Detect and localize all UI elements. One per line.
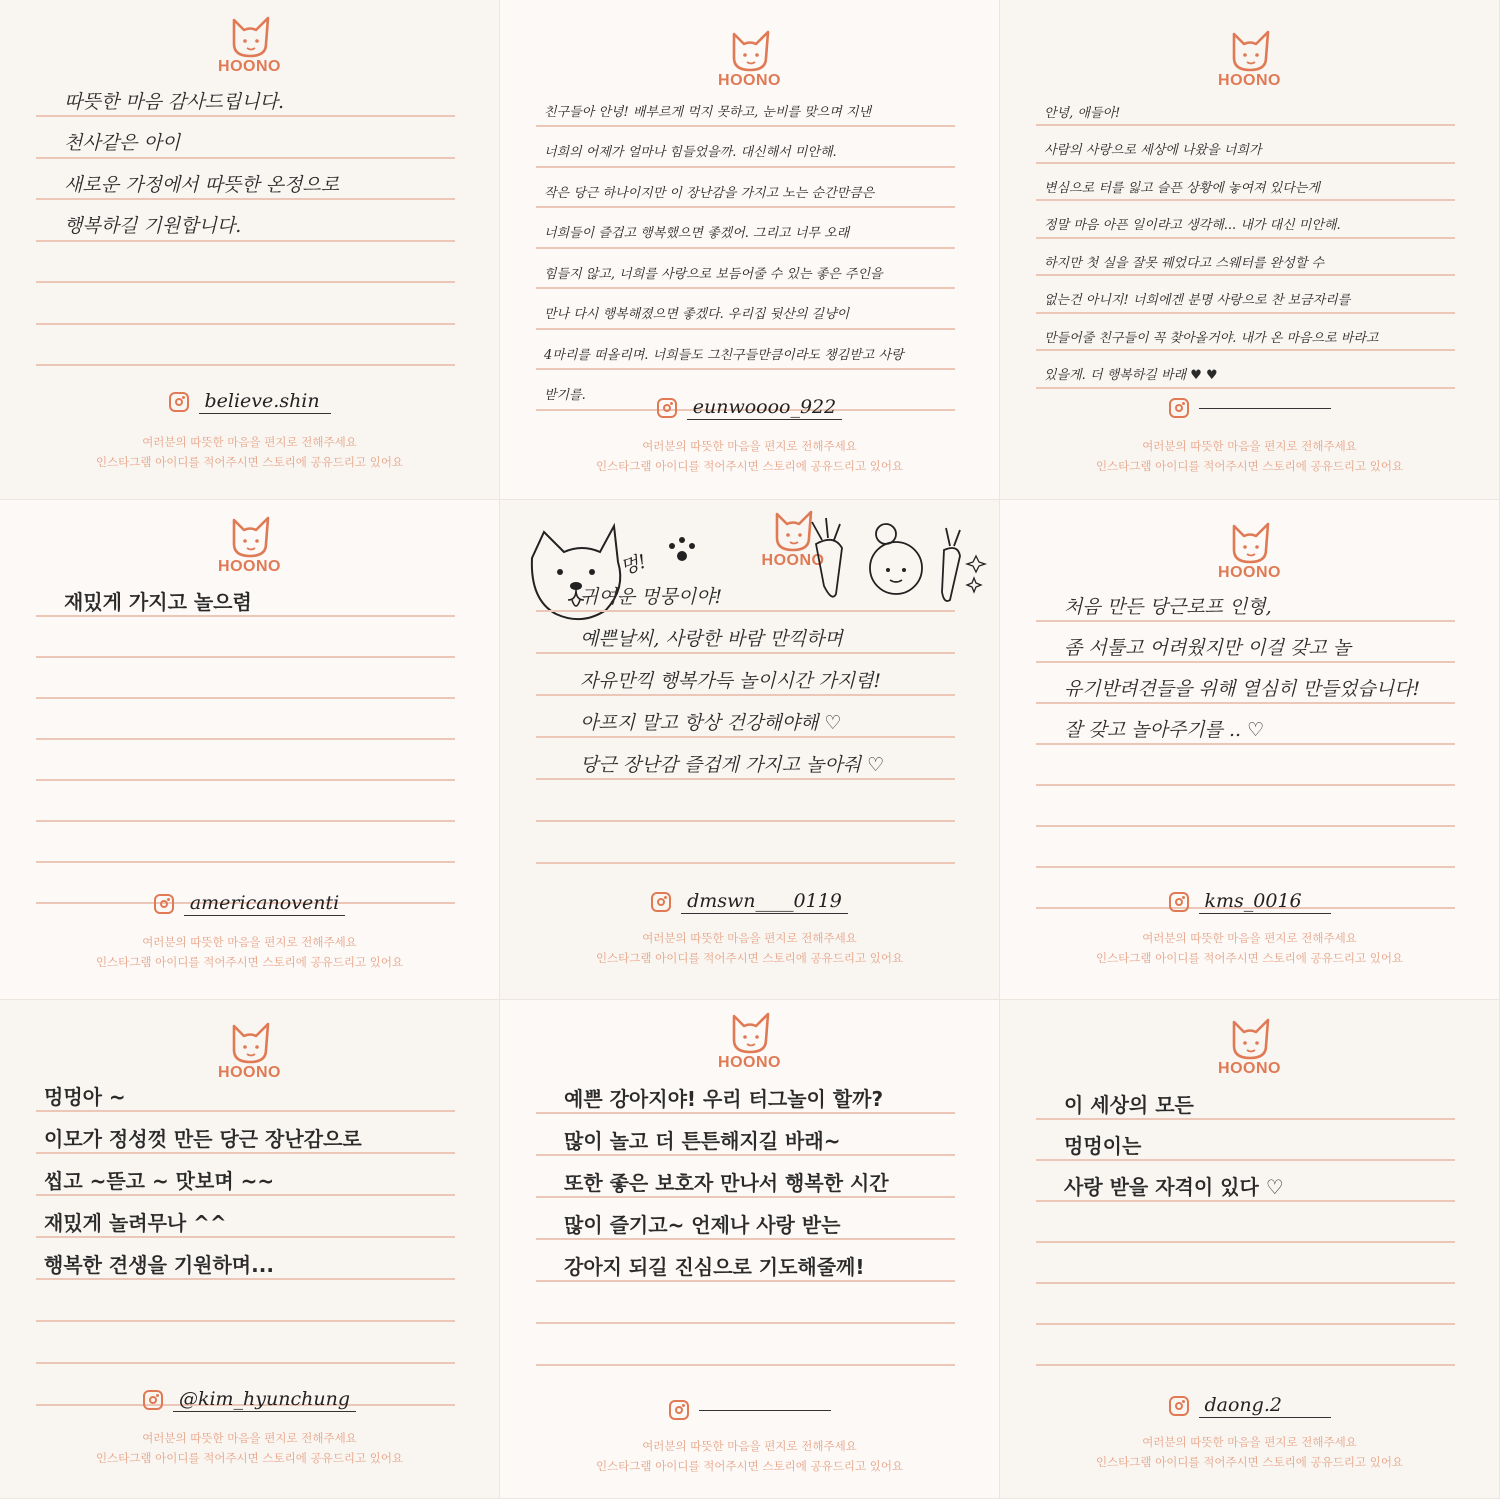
- card-footer: [500, 928, 999, 968]
- brand-name: HOONO: [718, 72, 781, 89]
- message-line: 작은 당근 하나이지만 이 장난감을 가지고 노는 순간만큼은: [544, 185, 875, 201]
- ruled-line: [36, 738, 455, 740]
- ruled-line: [536, 862, 955, 864]
- message-line: 강아지 되길 진심으로 기도해줄께!: [564, 1255, 865, 1279]
- footer-line-1: 여러분의 따뜻한 마음을 편지로 전해주세요: [142, 1431, 357, 1445]
- ruled-line: [536, 1322, 955, 1324]
- message-line: 유기반려견들을 위해 열심히 만들었습니다!: [1064, 678, 1421, 700]
- brand-logo: [705, 1010, 795, 1072]
- message-line: 많이 놀고 더 튼튼해지길 바래~: [564, 1129, 841, 1153]
- ruled-line: [1036, 784, 1455, 786]
- ruled-line: [36, 861, 455, 863]
- brand-logo: [205, 14, 295, 76]
- instagram-handle-row: [500, 1400, 999, 1420]
- message-line: 귀여운 멍뭉이야!: [580, 586, 723, 608]
- footer-line-1: 여러분의 따뜻한 마음을 편지로 전해주세요: [142, 435, 357, 449]
- brand-logo: [705, 28, 795, 90]
- message-line: 친구들아 안녕! 배부르게 먹지 못하고, 눈비를 맞으며 지낸: [544, 104, 872, 120]
- ruled-line: [36, 1320, 455, 1322]
- message-line: 이 세상의 모든: [1064, 1093, 1194, 1117]
- brand-name: HOONO: [218, 558, 281, 575]
- message-line: 변심으로 터를 잃고 슬픈 상황에 놓여져 있다는게: [1044, 180, 1320, 196]
- handwritten-message: [64, 580, 455, 621]
- footer-line-2: 인스타그램 아이디를 적어주시면 스토리에 공유드리고 있어요: [1095, 1455, 1404, 1469]
- brand-name: HOONO: [218, 58, 281, 75]
- cat-logo-icon: [1226, 520, 1274, 566]
- handwritten-message: [564, 1076, 955, 1286]
- footer-line-1: 여러분의 따뜻한 마음을 편지로 전해주세요: [642, 439, 857, 453]
- message-line: 따뜻한 마음 감사드립니다.: [64, 90, 285, 113]
- instagram-handle: @kim_hyunchung: [173, 1388, 356, 1412]
- instagram-handle: daong.2: [1199, 1394, 1331, 1418]
- instagram-handle-row: [0, 390, 499, 414]
- instagram-handle-row: [1000, 398, 1499, 418]
- ruled-line: [536, 820, 955, 822]
- ruled-line: [1036, 825, 1455, 827]
- footer-line-1: 여러분의 따뜻한 마음을 편지로 전해주세요: [642, 1439, 857, 1453]
- ruled-line: [36, 281, 455, 283]
- ruled-line: [1036, 866, 1455, 868]
- message-line: 당근 장난감 즐겁게 가지고 놀아줘 ♡: [580, 754, 885, 776]
- ruled-line: [36, 656, 455, 658]
- ruled-line: [1036, 1323, 1455, 1325]
- card-footer: [0, 432, 499, 472]
- footer-line-2: 인스타그램 아이디를 적어주시면 스토리에 공유드리고 있어요: [595, 951, 904, 965]
- footer-line-2: 인스타그램 아이디를 적어주시면 스토리에 공유드리고 있어요: [595, 1459, 904, 1473]
- message-line: 새로운 가정에서 따뜻한 온정으로: [64, 173, 340, 196]
- message-line: 이모가 정성껏 만든 당근 장난감으로: [44, 1127, 362, 1151]
- instagram-icon: [154, 894, 174, 914]
- handwritten-message: [44, 1074, 455, 1284]
- message-line: 행복한 견생을 기원하며...: [44, 1253, 274, 1277]
- footer-line-1: 여러분의 따뜻한 마음을 편지로 전해주세요: [1142, 439, 1357, 453]
- instagram-handle: [1199, 407, 1331, 409]
- card-footer: [500, 1436, 999, 1476]
- footer-line-2: 인스타그램 아이디를 적어주시면 스토리에 공유드리고 있어요: [95, 1451, 404, 1465]
- handwritten-message: [544, 91, 955, 415]
- footer-line-2: 인스타그램 아이디를 적어주시면 스토리에 공유드리고 있어요: [95, 955, 404, 969]
- ruled-line: [36, 323, 455, 325]
- instagram-icon: [1169, 892, 1189, 912]
- letter-card-7: [0, 1000, 500, 1499]
- message-line: 사랑 받을 자격이 있다 ♡: [1064, 1175, 1284, 1199]
- card-footer: [0, 932, 499, 972]
- footer-line-1: 여러분의 따뜻한 마음을 편지로 전해주세요: [1142, 931, 1357, 945]
- letter-card-1: [0, 0, 500, 500]
- cat-logo-icon: [726, 28, 774, 74]
- footer-line-2: 인스타그램 아이디를 적어주시면 스토리에 공유드리고 있어요: [1095, 951, 1404, 965]
- cat-logo-icon: [1226, 1016, 1274, 1062]
- message-line: 안녕, 애들아!: [1044, 105, 1121, 121]
- brand-logo: [1205, 520, 1295, 582]
- message-line: 사람의 사랑으로 세상에 나왔을 너희가: [1044, 143, 1262, 158]
- instagram-icon: [1169, 398, 1189, 418]
- brand-logo: [1205, 28, 1295, 90]
- letter-card-9: [1000, 1000, 1500, 1499]
- instagram-handle-row: [0, 892, 499, 916]
- ruled-line: [36, 364, 455, 366]
- footer-line-2: 인스타그램 아이디를 적어주시면 스토리에 공유드리고 있어요: [595, 459, 904, 473]
- brand-name: HOONO: [1218, 564, 1281, 581]
- instagram-handle: [699, 1409, 831, 1411]
- footer-line-2: 인스타그램 아이디를 적어주시면 스토리에 공유드리고 있어요: [1095, 459, 1404, 473]
- message-line: 멍멍아 ~: [44, 1085, 126, 1109]
- message-line: 예쁜날씨, 사랑한 바람 만끽하며: [580, 628, 843, 650]
- letter-card-4: [0, 500, 500, 1000]
- instagram-handle-row: [1000, 1394, 1499, 1418]
- instagram-handle-row: [0, 1388, 499, 1412]
- message-line: 많이 즐기고~ 언제나 사랑 받는: [564, 1213, 841, 1237]
- message-line: 너희의 어제가 얼마나 힘들었을까. 대신해서 미안해.: [544, 145, 837, 160]
- ruled-line: [1036, 1364, 1455, 1366]
- footer-line-1: 여러분의 따뜻한 마음을 편지로 전해주세요: [1142, 1435, 1357, 1449]
- instagram-icon: [143, 1390, 163, 1410]
- cat-logo-icon: [226, 14, 274, 60]
- message-line: 예쁜 강아지야! 우리 터그놀이 할까?: [564, 1087, 884, 1111]
- card-footer: [1000, 1432, 1499, 1472]
- instagram-icon: [669, 1400, 689, 1420]
- handwritten-message: [1064, 1083, 1455, 1206]
- ruled-line: [536, 1364, 955, 1366]
- brand-name: HOONO: [718, 1054, 781, 1071]
- letter-card-2: [500, 0, 1000, 500]
- brand-logo: [205, 514, 295, 576]
- letter-card-8: [500, 1000, 1000, 1499]
- message-line: 있을게. 더 행복하길 바래 ♥ ♥: [1044, 368, 1218, 383]
- instagram-handle-row: [500, 890, 999, 914]
- card-footer: [500, 436, 999, 476]
- footer-line-1: 여러분의 따뜻한 마음을 편지로 전해주세요: [642, 931, 857, 945]
- cat-logo-icon: [226, 514, 274, 560]
- message-line: 멍멍이는: [1064, 1134, 1142, 1158]
- cat-logo-icon: [726, 1010, 774, 1056]
- message-line: 만들어줄 친구들이 꼭 찾아올거야. 내가 온 마음으로 바라고: [1044, 330, 1379, 346]
- instagram-handle: dmswn____0119: [681, 890, 848, 914]
- message-line: 처음 만든 당근로프 인형,: [1064, 596, 1272, 618]
- message-line: 하지만 첫 실을 잘못 꿰었다고 스웨터를 완성할 수: [1044, 255, 1325, 271]
- instagram-icon: [651, 892, 671, 912]
- message-line: 아프지 말고 항상 건강해야해 ♡: [580, 712, 842, 734]
- message-line: 힘들지 않고, 너희를 사랑으로 보듬어줄 수 있는 좋은 주인을: [544, 266, 883, 282]
- instagram-handle-row: [500, 396, 999, 420]
- message-line: 받기를.: [544, 388, 586, 403]
- letter-card-5: [500, 500, 1000, 1000]
- letter-card-6: [1000, 500, 1500, 1000]
- cat-logo-icon: [1226, 28, 1274, 74]
- brand-name: HOONO: [218, 1064, 281, 1081]
- message-line: 좀 서툴고 어려웠지만 이걸 갖고 놀: [1064, 637, 1352, 659]
- handwritten-message: [1044, 93, 1455, 393]
- instagram-handle: eunwoooo_922: [687, 396, 843, 420]
- instagram-handle: americanoventi: [184, 892, 345, 916]
- message-line: 행복하길 기원합니다.: [64, 215, 242, 237]
- message-line: 재밌게 놀려무나 ^^: [44, 1211, 227, 1235]
- ruled-line: [36, 697, 455, 699]
- brand-name: HOONO: [761, 552, 825, 569]
- message-line: 만나 다시 행복해졌으면 좋겠다. 우리집 뒷산의 길냥이: [544, 307, 850, 322]
- message-line: 없는건 아니지! 너희에겐 분명 사랑으로 찬 보금자리를: [1044, 293, 1351, 308]
- message-line: 4마리를 떠올리며. 너희들도 그친구들만큼이라도 챙김받고 사랑: [544, 347, 904, 363]
- footer-line-2: 인스타그램 아이디를 적어주시면 스토리에 공유드리고 있어요: [95, 455, 404, 469]
- ruled-line: [1036, 1282, 1455, 1284]
- ruled-line: [36, 779, 455, 781]
- message-line: 천사같은 아이: [64, 132, 181, 154]
- brand-logo: [205, 1020, 295, 1082]
- handwritten-message: [580, 574, 955, 784]
- bark-text: 멍!: [617, 550, 650, 580]
- message-line: 정말 마음 아픈 일이라고 생각해... 내가 대신 미안해.: [1044, 218, 1341, 233]
- letter-card-3: [1000, 0, 1500, 500]
- message-line: 자유만끽 행복가득 놀이시간 가지렴!: [580, 670, 882, 692]
- brand-name: HOONO: [1218, 72, 1281, 89]
- instagram-icon: [657, 398, 677, 418]
- message-line: 너희들이 즐겁고 행복했으면 좋겠어. 그리고 너무 오래: [544, 226, 850, 241]
- ruled-line: [36, 820, 455, 822]
- ruled-line: [36, 1362, 455, 1364]
- brand-logo: [1205, 1016, 1295, 1078]
- message-line: 재밌게 가지고 놀으렴: [64, 590, 252, 614]
- ruled-line: [1036, 1241, 1455, 1243]
- message-line: 씹고 ~뜯고 ~ 맛보며 ~~: [44, 1169, 275, 1193]
- card-footer: [1000, 436, 1499, 476]
- instagram-handle-row: [1000, 890, 1499, 914]
- handwritten-message: [64, 80, 455, 246]
- handwritten-message: [1064, 585, 1455, 749]
- card-footer: [1000, 928, 1499, 968]
- instagram-handle: kms_0016: [1199, 890, 1331, 914]
- card-footer: [0, 1428, 499, 1468]
- footer-line-1: 여러분의 따뜻한 마음을 편지로 전해주세요: [142, 935, 357, 949]
- cat-logo-icon: [226, 1020, 274, 1066]
- brand-name: HOONO: [1218, 1060, 1281, 1077]
- message-line: 잘 갖고 놀아주기를 .. ♡: [1064, 719, 1265, 741]
- instagram-icon: [1169, 1396, 1189, 1416]
- instagram-handle: believe.shin: [199, 390, 331, 414]
- message-line: 또한 좋은 보호자 만나서 행복한 시간: [564, 1171, 889, 1195]
- instagram-icon: [169, 392, 189, 412]
